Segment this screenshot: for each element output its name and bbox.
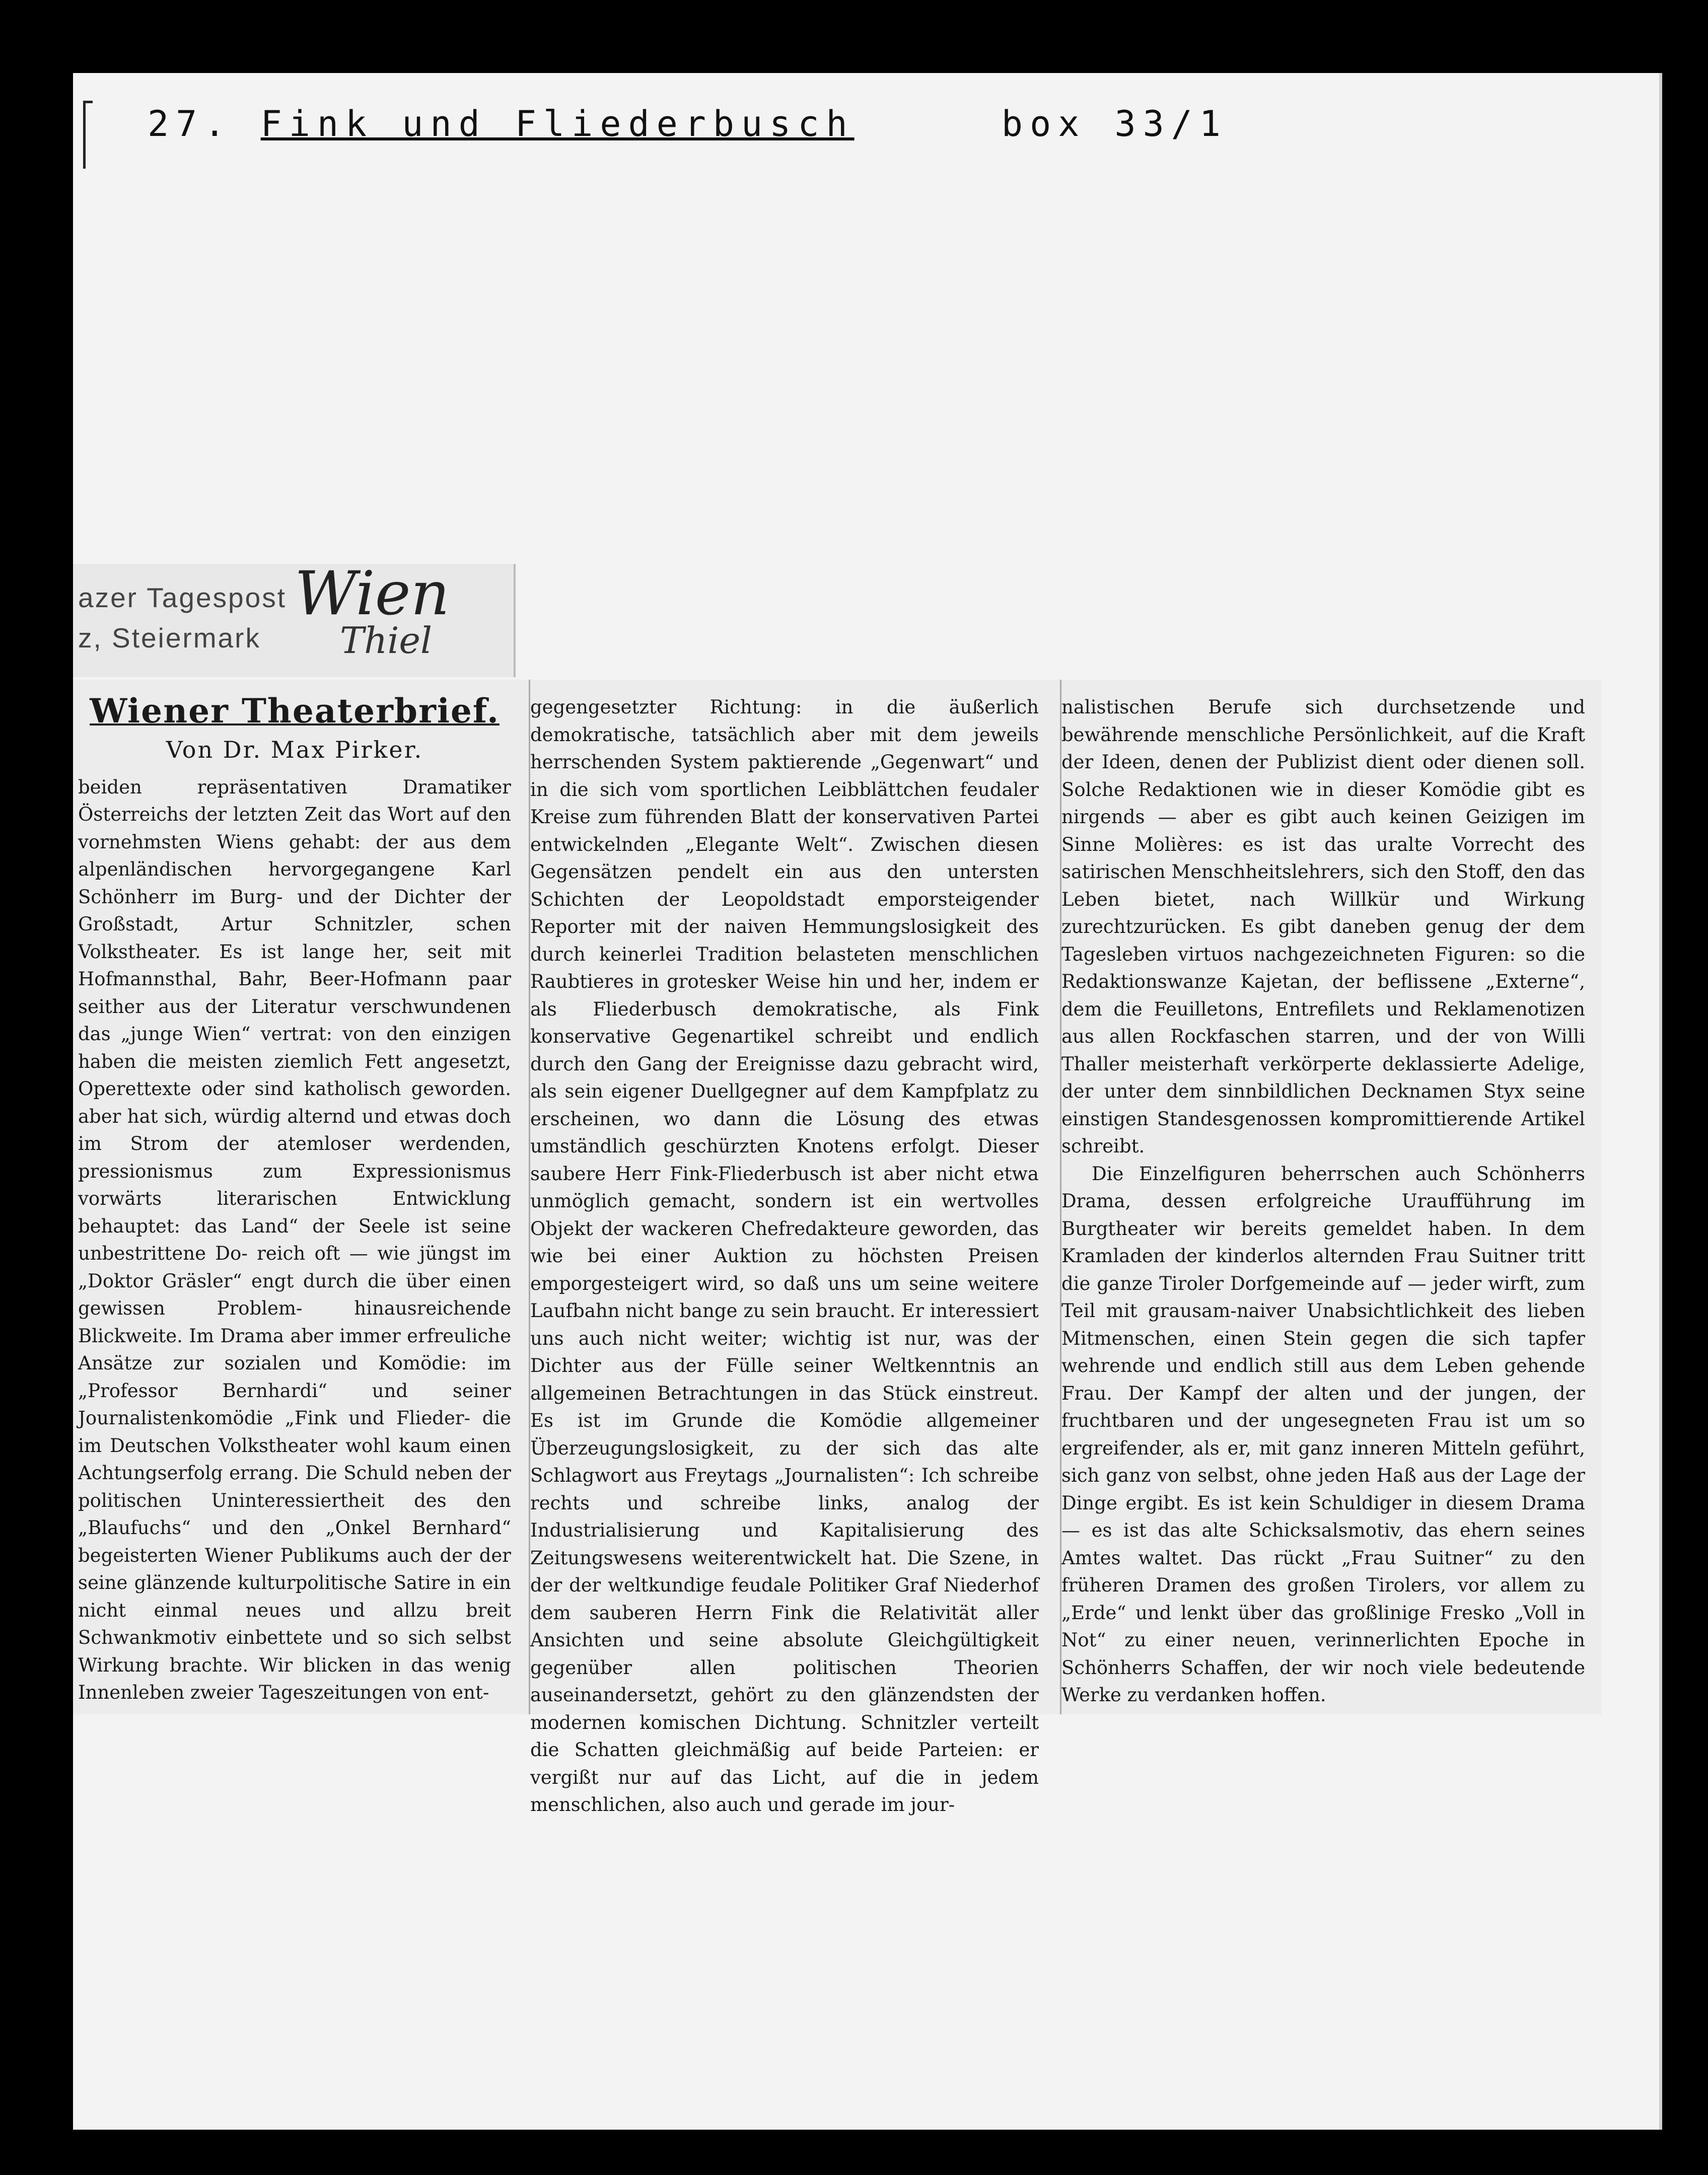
archive-header: [148, 103, 1557, 164]
article-column-3: [1060, 680, 1585, 1714]
archive-sheet: [73, 73, 1662, 2130]
newspaper-source-label: [73, 559, 516, 677]
column-2-text: gegengesetzter Richtung: in die äußerlich demokratische, tatsächlich aber mit dem jeweils herrschenden System paktierende „Gegenwart“ und in die sich vom sportlichen Leibblättchen feudaler Kreise zum führenden Blatt der konservativen Partei entwickelnden „Elegante Welt“. Zwischen diesen Gegensätzen pendelt ein aus den untersten Schichten der Leopoldstadt emporsteigender Reporter mit der naiven Hemmungslosigkeit des durch keinerlei Tradition belasteten menschlichen Raubtieres in grotesker Weise hin und her, indem er als Fliederbusch demokratische, als Fink konservative Gegenartikel schreibt und endlich durch den Gang der Ereignisse dazu gebracht wird, als sein eigener Duellgegner auf dem Kampfplatz zu erscheinen, wo dann die Lösung des etwas umständlich geschürzten Knotens erfolgt. Dieser saubere Herr Fink-Fliederbusch ist aber nicht etwa unmöglich gemacht, sondern ist ein wertvolles Objekt der wackeren Chefredakteure geworden, das wie bei einer Auktion zu höchsten Preisen emporgesteigert wird, so daß uns um seine weitere Laufbahn nicht bange zu sein braucht. Er interessiert uns auch nicht weiter; wichtig ist nur, was der Dichter aus der Fülle seiner Weltkenntnis an allgemeinen Betrachtungen in das Stück einstreut. Es ist im Grunde die Komödie allgemeiner Überzeugungslosigkeit, zu der sich das alte Schlagwort aus Freytags „Journalisten“: Ich schreibe rechts und schreibe links, analog der Industrialisierung und Kapitalisierung des Zeitungswesens weiterentwickelt hat. Die Szene, in der der weltkundige feudale Politiker Graf Niederhof dem sauberen Herrn Fink die Relativität aller Ansichten und seine absolute Gleichgültigkeit gegenüber allen politischen Theorien auseinandersetzt, gehört zu den glänzendsten der modernen komischen Dichtung. Schnitzler verteilt die Schatten gleichmäßig auf beide Parteien: er vergißt nur auf das Licht, auf die in jedem menschlichen, also auch und gerade im jour-: [530, 696, 1039, 1816]
source-name: azer Tagespost: [78, 582, 287, 613]
handwritten-note-city: Wien: [295, 559, 450, 629]
article-column-1: [78, 680, 511, 1714]
handwritten-note-name: Thiel: [340, 619, 433, 662]
box-number: box 33/1: [1001, 103, 1228, 144]
source-location: z, Steiermark: [78, 622, 261, 654]
article-column-2: [529, 680, 1039, 1816]
column-1-text: beiden repräsentativen Dramatiker Österreichs der letzten Zeit das Wort auf den vornehmsten Wiens gehabt: der aus dem alpenländischen hervorgegangene Karl Schönherr im Burg- und der Dichter der Großstadt, Artur Schnitzler, schen Volkstheater. Es ist lange her, seit mit Hofmannsthal, Bahr, Beer-Hofmann paar seither aus der Literatur verschwundenen das „junge Wien“ vertrat: von den einzigen haben die meisten ziemlich Fett angesetzt, Operettexte oder sind katholisch geworden. aber hat sich, würdig alternd und etwas doch im Strom der atemloser werdenden, pressionismus zum Expressionismus vorwärts literarischen Entwicklung behauptet: das Land“ der Seele ist seine unbestrittene Do- reich oft — wie jüngst im „Doktor Gräsler“ engt durch die über einen gewissen Problem- hinausreichende Blickweite. Im Drama aber immer erfreuliche Ansätze zur sozialen und Komödie: im „Professor Bernhardi“ und seiner Journalistenkomödie „Fink und Flieder- die im Deutschen Volkstheater wohl kaum einen Achtungserfolg errang. Die Schuld neben der politischen Uninteressiertheit des den „Blaufuchs“ und den „Onkel Bernhard“ begeisterten Wiener Publikums auch der der seine glänzende kulturpolitische Satire in ein nicht einmal neues und allzu breit Schwankmotiv einbettete und so sich selbst Wirkung brachte. Wir blicken in das wenig Innenleben zweier Tageszeitungen von ent-: [78, 776, 511, 1703]
column-3-text-a: nalistischen Berufe sich durchsetzende und bewährende menschliche Persönlichkeit, auf die Kraft der Ideen, denen der Publizist dient oder dienen soll. Solche Redaktionen wie in dieser Komödie gibt es nirgends — aber es gibt auch keinen Geizigen im Sinne Molières: es ist das uralte Vorrecht des satirischen Menschheitslehrers, sich den Stoff, den das Leben bietet, nach Willkür und Wirkung zurechtzurücken. Es gibt daneben genug der dem Tagesleben virtuos nachgezeichneten Figuren: so die Redaktionswanze Kajetan, der beflissene „Externe“, dem die Feuilletons, Entrefilets und Reklamenotizen aus allen Rockfaschen starren, und der von Willi Thaller meisterhaft verkörperte deklassierte Adelige, der unter dem sinnbildlichen Decknamen Styx seine einstigen Standesgenossen kompromittierende Artikel schreibt.: [1061, 696, 1585, 1157]
corner-mark: [83, 101, 93, 169]
newspaper-clipping: [73, 680, 1601, 1816]
column-3-text-b: Die Einzelfiguren beherrschen auch Schönherrs Drama, dessen erfolgreiche Uraufführung im Burgtheater wir bereits gemeldet haben. In dem Kramladen der kinderlos alternden Frau Suitner tritt die ganze Tiroler Dorfgemeinde auf — jeder wirft, zum Teil mit grausam-naiver Unabsichtlichkeit des lieben Mitmenschen, einen Stein gegen die sich tapfer wehrende und endlich still aus dem Leben gehende Frau. Der Kampf der alten und der jungen, der fruchtbaren und der ungesegneten Frau ist um so ergreifender, als er, mit ganz inneren Mitteln geführt, sich ganz von selbst, ohne jeden Haß aus der Lage der Dinge ergibt. Es ist kein Schuldiger in diesem Drama — es ist das alte Schicksalsmotiv, das ehern seines Amtes waltet. Das rückt „Frau Suitner“ zu den früheren Dramen des großen Tirolers, vor allem zu „Erde“ und lenkt über das großlinige Fresko „Voll in Not“ zu einer neuen, verinnerlichten Epoche in Schönherrs Schaffen, der wir noch viele bedeutende Werke zu verdanken hoffen.: [1061, 1163, 1585, 1706]
article-title: Wiener Theaterbrief.: [90, 691, 500, 731]
article-byline: Von Dr. Max Pirker.: [166, 736, 423, 763]
play-title: Fink und Fliederbusch: [260, 103, 855, 144]
item-number: 27.: [148, 103, 233, 144]
